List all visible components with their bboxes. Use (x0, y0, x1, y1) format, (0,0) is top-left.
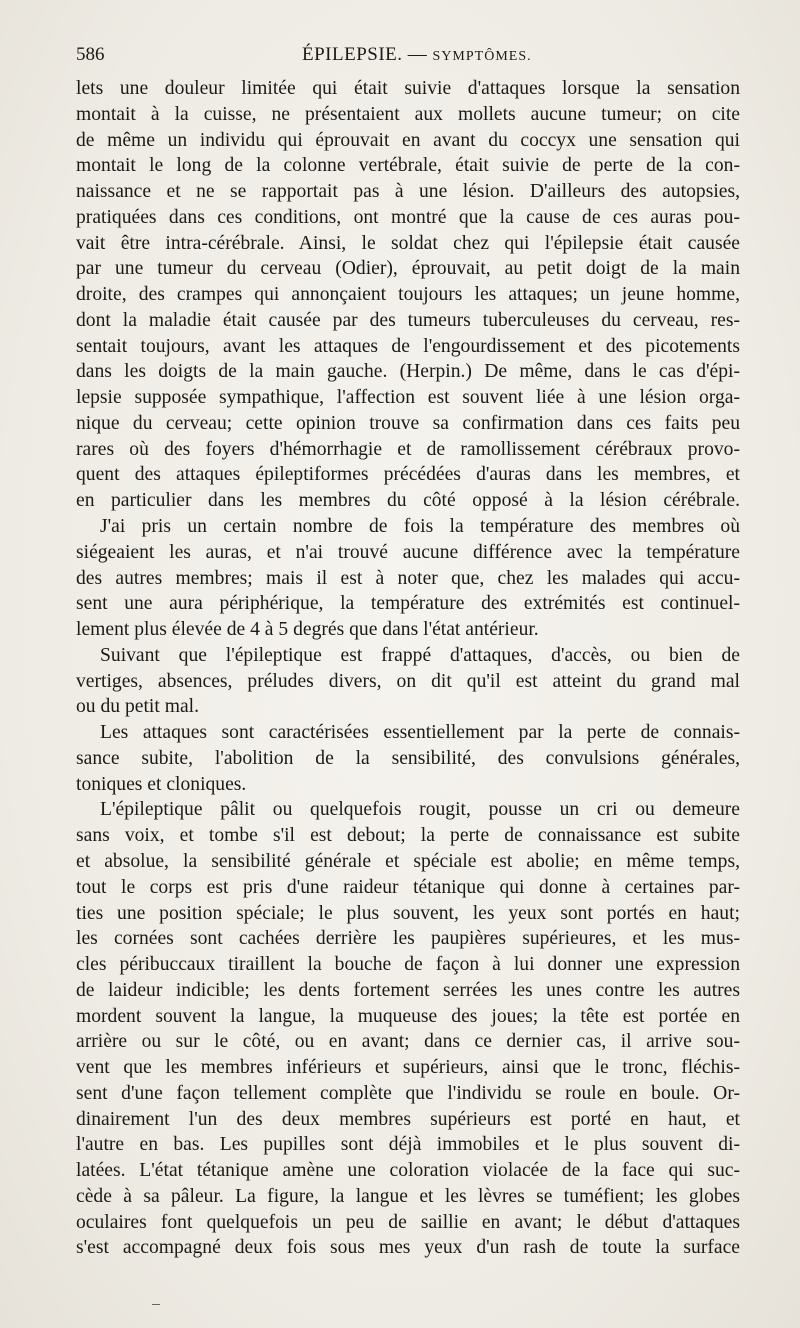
paragraph-attaques (76, 720, 740, 797)
text-line: tout le corps est pris d'une raideur tétanique qui donne à certaines par- (76, 876, 740, 898)
text-line: en particulier dans les membres du côté opposé à la lésion cérébrale. (76, 490, 740, 512)
running-title: ÉPILEPSIE. (302, 44, 403, 65)
text-line: l'autre en bas. Les pupilles sont déjà immobiles et le plus souvent di- (76, 1134, 740, 1156)
text-line: Les attaques sont caractérisées essentiellement par la perte de connais- (100, 722, 740, 744)
text-line: quent des attaques épileptiformes précédées d'auras dans les membres, et (76, 464, 740, 486)
paragraph-temperature (76, 514, 740, 643)
text-line: pratiquées dans ces conditions, ont montré que la cause de ces auras pou- (76, 206, 740, 228)
text-line: sans voix, et tombe s'il est debout; la perte de connaissance est subite (76, 825, 740, 847)
text-line: L'épileptique pâlit ou quelquefois rougit, pousse un cri ou demeure (100, 799, 740, 821)
text-line: de même un individu qui éprouvait en avant du coccyx une sensation qui (76, 129, 740, 151)
text-line: lement plus élevée de 4 à 5 degrés que dans l'état antérieur. (76, 619, 539, 641)
text-line: par une tumeur du cerveau (Odier), éprouvait, au petit doigt de la main (76, 258, 740, 280)
page-header (76, 44, 740, 70)
text-line: siégeaient les auras, et n'ai trouvé aucune différence avec la température (76, 541, 740, 563)
section-title: SYMPTÔMES. (432, 49, 532, 64)
page-number: 586 (76, 44, 105, 65)
text-line: vent que les membres inférieurs et supérieurs, ainsi que le tronc, fléchis- (76, 1057, 740, 1079)
text-line: de laideur indicible; les dents fortement serrées les unes contre les autres (76, 979, 740, 1001)
text-line: oculaires font quelquefois un peu de saillie en avant; le début d'attaques (76, 1211, 740, 1233)
text-line: cles péribuccaux tiraillent la bouche de façon à lui donner une expression (76, 954, 740, 976)
paragraph-aura-continuation (76, 76, 740, 514)
text-line: Suivant que l'épileptique est frappé d'attaques, d'accès, ou bien de (100, 644, 740, 666)
text-line: toniques et cloniques. (76, 773, 247, 795)
body-text (76, 76, 740, 1261)
text-line: ou du petit mal. (76, 696, 199, 718)
text-line: ties une position spéciale; le plus souvent, les yeux sont portés en haut; (76, 902, 740, 924)
text-line: montait le long de la colonne vertébrale, était suivie de perte de la con- (76, 155, 740, 177)
text-line: J'ai pris un certain nombre de fois la température des membres où (100, 516, 740, 538)
text-line: sent d'une façon tellement complète que l'individu se roule en boule. Or- (76, 1082, 740, 1104)
text-line: naissance et ne se rapportait pas à une lésion. D'ailleurs des autopsies, (76, 181, 740, 203)
text-line: sentait toujours, avant les attaques de l'engourdissement et des picotements (76, 335, 740, 357)
text-line: et absolue, la sensibilité générale et spéciale est abolie; en même temps, (76, 850, 740, 872)
text-line: montait à la cuisse, ne présentaient aux mollets aucune tumeur; on cite (76, 103, 740, 125)
text-line: dont la maladie était causée par des tumeurs tuberculeuses du cerveau, res- (76, 309, 740, 331)
text-line: cède à sa pâleur. La figure, la langue et les lèvres se tuméfient; les globes (76, 1185, 740, 1207)
text-line: nique du cerveau; cette opinion trouve sa confirmation dans ces faits peu (76, 412, 740, 434)
text-line: dans les doigts de la main gauche. (Herpin.) De même, dans le cas d'épi- (76, 361, 740, 383)
text-line: les cornées sont cachées derrière les paupières supérieures, et les mus- (76, 928, 740, 950)
text-line: rares où des foyers d'hémorrhagie et de ramollissement cérébraux provo- (76, 438, 740, 460)
paragraph-grand-petit-mal (76, 643, 740, 720)
header-dash: — (407, 44, 428, 65)
text-line: dinairement l'un des deux membres supérieurs est porté en haut, et (76, 1108, 740, 1130)
text-line: vertiges, absences, préludes divers, on dit qu'il est atteint du grand mal (76, 670, 740, 692)
text-line: lets une douleur limitée qui était suivie d'attaques lorsque la sensation (76, 78, 740, 99)
text-line: latées. L'état tétanique amène une coloration violacée de la face qui suc- (76, 1160, 740, 1182)
text-line: mordent souvent la langue, la muqueuse des joues; la tête est portée en (76, 1005, 740, 1027)
page-footer-mark (152, 1304, 160, 1305)
text-line: sance subite, l'abolition de la sensibilité, des convulsions générales, (76, 747, 740, 769)
text-line: vait être intra-cérébrale. Ainsi, le soldat chez qui l'épilepsie était causée (76, 232, 740, 254)
running-head (302, 44, 532, 66)
text-line: droite, des crampes qui annonçaient toujours les attaques; un jeune homme, (76, 284, 740, 306)
text-line: s'est accompagné deux fois sous mes yeux d'un rash de toute la surface (76, 1237, 740, 1259)
text-line: arrière ou sur le côté, ou en avant; dans ce dernier cas, il arrive sou- (76, 1031, 740, 1053)
paragraph-description-attaque (76, 797, 740, 1261)
text-line: lepsie supposée sympathique, l'affection est souvent liée à une lésion orga- (76, 387, 740, 409)
text-line: sent une aura périphérique, la température des extrémités est continuel- (76, 593, 740, 615)
text-line: des autres membres; mais il est à noter que, chez les malades qui accu- (76, 567, 740, 589)
